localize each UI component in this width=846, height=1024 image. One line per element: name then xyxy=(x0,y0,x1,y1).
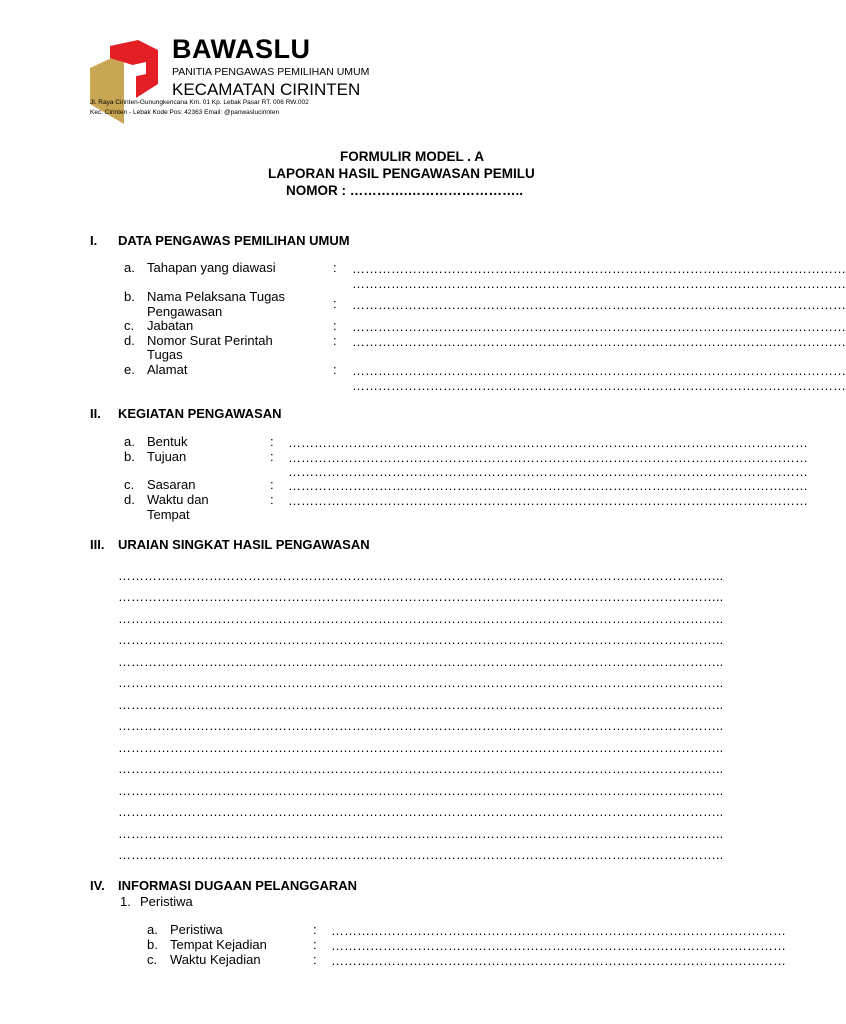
item-letter: b. xyxy=(124,449,135,464)
fill-line[interactable]: ………………………………………………………………………………………………………………………….. xyxy=(118,847,724,862)
fill-line[interactable]: ………………………………………………………………………………………………………………………….. xyxy=(118,675,724,690)
item-letter: a. xyxy=(124,260,135,275)
section-number: III. xyxy=(90,537,105,552)
fill-line[interactable]: ………………………………………………………………………………………………………… xyxy=(288,464,808,479)
item-label: Tugas xyxy=(147,347,183,362)
item-letter: d. xyxy=(124,333,135,348)
fill-line[interactable]: ………………………………………………………………………………………………………………………….. xyxy=(118,697,724,712)
number-line: NOMOR : ………….…………………….. xyxy=(286,183,523,198)
item-colon: : xyxy=(270,434,274,449)
item-colon: : xyxy=(313,937,317,952)
item-colon: : xyxy=(333,260,337,275)
item-colon: : xyxy=(333,296,337,311)
section-number: I. xyxy=(90,233,98,248)
fill-line[interactable]: …………………………………………………………………………………………… xyxy=(331,953,786,968)
item-colon: : xyxy=(333,362,337,377)
fill-line[interactable]: ………………………………………………………………………………………………………………………….. xyxy=(118,611,724,626)
section-heading: KEGIATAN PENGAWASAN xyxy=(118,406,282,421)
item-colon: : xyxy=(313,952,317,967)
item-colon: : xyxy=(270,492,274,507)
fill-line[interactable]: ………………………………………………………………………………………………………………………….. xyxy=(118,718,724,733)
item-letter: b. xyxy=(147,937,158,952)
item-colon: : xyxy=(333,318,337,333)
item-label: Jabatan xyxy=(147,318,194,333)
item-letter: c. xyxy=(124,477,135,492)
fill-line[interactable]: …………………………………………………………………………………………………… xyxy=(352,319,846,334)
item-label: Tempat Kejadian xyxy=(170,937,267,952)
item-label: Tujuan xyxy=(147,449,187,464)
fill-line[interactable]: ………………………………………………………………………………………………………………………….. xyxy=(118,632,724,647)
org-name: BAWASLU xyxy=(172,34,311,64)
item-label: Waktu Kejadian xyxy=(170,952,261,967)
fill-line[interactable]: ………………………………………………………………………………………………………………………….. xyxy=(118,804,724,819)
fill-line[interactable]: ………………………………………………………………………………………………………………………….. xyxy=(118,568,724,583)
org-subtitle: PANITIA PENGAWAS PEMILIHAN UMUM xyxy=(172,66,370,78)
form-title: FORMULIR MODEL . A xyxy=(340,149,484,164)
item-label: Tempat xyxy=(147,507,190,522)
fill-line[interactable]: …………………………………………………………………………………………………… xyxy=(352,297,846,312)
fill-line[interactable]: …………………………………………………………………………………………………… xyxy=(352,363,846,378)
fill-line[interactable]: ………………………………………………………………………………………………………………………….. xyxy=(118,654,724,669)
item-letter: a. xyxy=(124,434,135,449)
item-colon: : xyxy=(333,333,337,348)
fill-line[interactable]: ………………………………………………………………………………………………………………………….. xyxy=(118,761,724,776)
item-colon: : xyxy=(313,922,317,937)
section-number: IV. xyxy=(90,878,105,893)
item-label: Peristiwa xyxy=(170,922,223,937)
item-letter: c. xyxy=(124,318,135,333)
item-letter: c. xyxy=(147,952,158,967)
item-letter: e. xyxy=(124,362,135,377)
sub-number: 1. xyxy=(120,894,131,909)
fill-line[interactable]: ………………………………………………………………………………………………………… xyxy=(288,450,808,465)
item-letter: d. xyxy=(124,492,135,507)
org-district: KECAMATAN CIRINTEN xyxy=(172,80,361,99)
fill-line[interactable]: ………………………………………………………………………………………………………………………….. xyxy=(118,826,724,841)
fill-line[interactable]: …………………………………………………………………………………………… xyxy=(331,923,786,938)
section-number: II. xyxy=(90,406,101,421)
section-heading: URAIAN SINGKAT HASIL PENGAWASAN xyxy=(118,537,370,552)
item-label: Waktu dan xyxy=(147,492,209,507)
item-colon: : xyxy=(270,449,274,464)
fill-line[interactable]: ………………………………………………………………………………………………………………………….. xyxy=(118,783,724,798)
item-label: Tahapan yang diawasi xyxy=(147,260,276,275)
item-colon: : xyxy=(270,477,274,492)
item-label: Pengawasan xyxy=(147,304,223,319)
fill-line[interactable]: …………………………………………………………………………………………………… xyxy=(352,334,846,349)
report-title: LAPORAN HASIL PENGAWASAN PEMILU xyxy=(268,166,535,181)
fill-line[interactable]: ………………………………………………………………………………………………………… xyxy=(288,478,808,493)
item-label: Nomor Surat Perintah xyxy=(147,333,273,348)
item-label: Nama Pelaksana Tugas xyxy=(147,289,286,304)
fill-line[interactable]: ………………………………………………………………………………………………………………………….. xyxy=(118,740,724,755)
fill-line[interactable]: …………………………………………………………………………………………… xyxy=(331,938,786,953)
fill-line[interactable]: …………………………………………………………………………………………………… xyxy=(352,378,846,393)
fill-line[interactable]: ………………………………………………………………………………………………………………………….. xyxy=(118,589,724,604)
fill-line[interactable]: ………………………………………………………………………………………………………… xyxy=(288,435,808,450)
fill-line[interactable]: …………………………………………………………………………………………………… xyxy=(352,276,846,291)
item-label: Sasaran xyxy=(147,477,196,492)
item-label: Bentuk xyxy=(147,434,188,449)
item-letter: a. xyxy=(147,922,158,937)
item-letter: b. xyxy=(124,289,135,304)
address-line-2: Kec. Cirinten - Lebak Kode Pos: 42363 Email: @panwaslucirinten xyxy=(90,109,280,116)
fill-line[interactable]: …………………………………………………………………………………………………… xyxy=(352,261,846,276)
item-label: Alamat xyxy=(147,362,188,377)
section-heading: INFORMASI DUGAAN PELANGGARAN xyxy=(118,878,358,893)
address-line-1: Jl. Raya Cirinten-Gunungkencana Km. 01 Kp. Lebak Pasar RT. 006 RW.002 xyxy=(90,99,309,106)
section-heading: DATA PENGAWAS PEMILIHAN UMUM xyxy=(118,233,350,248)
fill-line[interactable]: ………………………………………………………………………………………………………… xyxy=(288,493,808,508)
sub-label: Peristiwa xyxy=(140,894,193,909)
